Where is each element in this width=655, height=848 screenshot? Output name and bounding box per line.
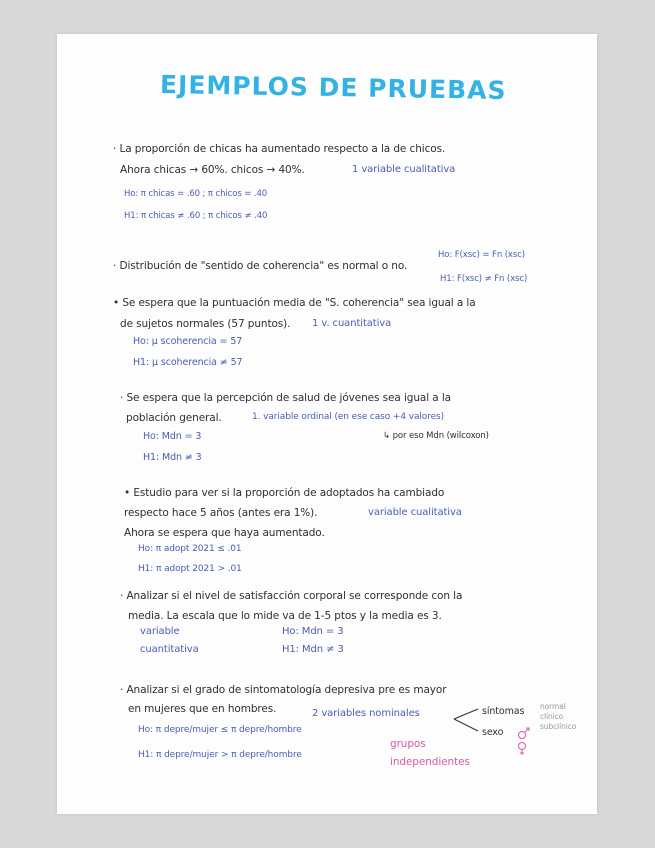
item-7-line-2: en mujeres que en hombres. [128, 703, 277, 715]
item-1-line-1: · La proporción de chicas ha aumentado respecto a la de chicos. [113, 143, 446, 155]
item-6-h1: H1: Mdn ≠ 3 [282, 644, 344, 655]
item-1-h1: H1: π chicas ≠ .60 ; π chicos ≠ .40 [124, 211, 268, 221]
item-7-h0: Ho: π depre/mujer ≤ π depre/hombre [138, 725, 302, 735]
item-7-groups-2: independientes [390, 756, 470, 768]
item-7-groups-1: grupos [390, 738, 426, 750]
branch-arrows [452, 702, 482, 736]
item-3-h1: H1: μ scoherencia ≠ 57 [133, 357, 243, 368]
item-2-line-1: · Distribución de "sentido de coherencia" es normal o no. [113, 260, 408, 272]
item-1-variable: 1 variable cualitativa [352, 164, 456, 175]
item-3-line-2: de sujetos normales (57 puntos). [120, 318, 291, 330]
item-4-h1: H1: Mdn ≠ 3 [143, 452, 202, 463]
item-2-h1: H1: F(xsc) ≠ Fn (xsc) [440, 274, 528, 284]
item-6-variable-b: cuantitativa [140, 644, 199, 655]
item-4-h0: Ho: Mdn = 3 [143, 431, 202, 442]
item-5-line-2: respecto hace 5 años (antes era 1%). [124, 507, 318, 519]
item-5-line-1: • Estudio para ver si la proporción de adoptados ha cambiado [124, 487, 445, 499]
item-7-branch-a: síntomas [482, 706, 525, 717]
item-7-branch-b: sexo [482, 727, 504, 738]
item-5-h1: H1: π adopt 2021 > .01 [138, 564, 242, 574]
item-1-h0: Ho: π chicas = .60 ; π chicos = .40 [124, 189, 268, 199]
item-5-variable: variable cualitativa [368, 507, 462, 518]
item-4-line-2: población general. [126, 412, 222, 424]
item-6-line-2: media. La escala que lo mide va de 1-5 ptos y la media es 3. [128, 610, 442, 622]
item-3-h0: Ho: μ scoherencia = 57 [133, 336, 243, 347]
page-title: EJEMPLOS DE PRUEBAS [159, 70, 507, 106]
item-3-variable: 1 v. cuantitativa [312, 318, 392, 329]
item-5-line-3: Ahora se espera que haya aumentado. [124, 527, 325, 539]
gender-symbols-icon [514, 726, 534, 756]
item-7-h1: H1: π depre/mujer > π depre/hombre [138, 750, 302, 760]
item-7-variable: 2 variables nominales [312, 708, 420, 719]
item-1-line-2: Ahora chicas → 60%. chicos → 40%. [120, 164, 305, 176]
item-4-line-1: · Se espera que la percepción de salud de jóvenes sea igual a la [120, 392, 452, 404]
item-4-variable: 1. variable ordinal (en ese caso +4 valores) [252, 412, 445, 422]
item-6-line-1: · Analizar si el nivel de satisfacción corporal se corresponde con la [120, 590, 463, 602]
item-5-h0: Ho: π adopt 2021 ≤ .01 [138, 544, 242, 554]
item-4-note: ↳ por eso Mdn (wilcoxon) [383, 431, 489, 441]
item-6-h0: Ho: Mdn = 3 [282, 626, 344, 637]
item-6-variable-a: variable [140, 626, 180, 637]
item-7-line-1: · Analizar si el grado de sintomatología depresiva pre es mayor [120, 684, 447, 696]
item-2-h0: Ho: F(xsc) = Fn (xsc) [438, 250, 525, 260]
item-3-line-1: • Se espera que la puntuación media de "S. coherencia" sea igual a la [113, 297, 476, 309]
item-7-side-note: normal clínico subclínico [540, 702, 577, 731]
